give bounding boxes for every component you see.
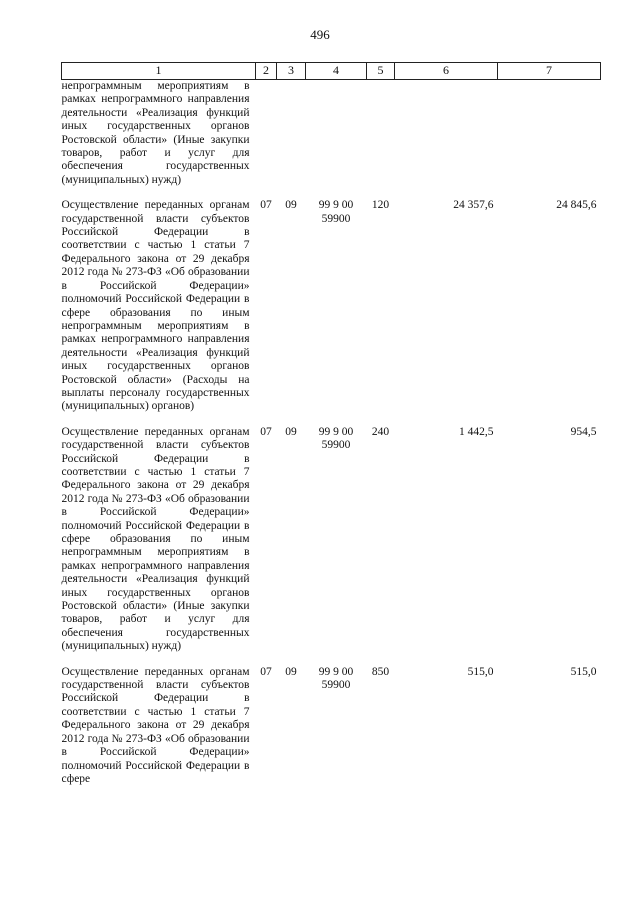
row-section: 07 [260,665,272,678]
row-amount-2 [498,80,601,200]
column-header-6: 6 [395,63,498,80]
table-row [62,666,601,799]
row-amount-1: 24 357,6 [453,199,494,212]
row-target-article: 99 9 00 59900 [318,199,354,225]
row-amount-2: 954,5 [570,425,597,438]
column-header-row [62,63,601,80]
row-amount-1: 515,0 [467,665,494,678]
row-subsection: 09 [285,199,297,212]
table-row [62,199,601,426]
row-section: 07 [260,199,272,212]
row-expense-type [367,80,395,200]
table-row [62,80,601,200]
row-section [256,80,277,200]
row-target-article: 99 9 00 59900 [318,425,354,452]
row-amount-2: 24 845,6 [556,199,597,212]
budget-table [61,62,601,798]
column-header-7: 7 [498,63,601,80]
row-amount-2: 515,0 [570,665,597,678]
row-description: Осуществление переданных органам государственной власти субъектов Российской Федерации в соответствии с частью 1 статьи 7 Федерального закона от 29 декабря 2012 года № 273-ФЗ «Об образовании в Российской Федерации» полномочий Российской Федерации в сфере образования по иным непрограммным мероприятиям в рамках непрограммного направления деятельности «Реализация функций иных государственных органов Ростовской области» (Иные закупки товаров, работ и услуг для обеспечения государственных (муниципальных) нужд) [61,425,250,653]
column-header-1: 1 [62,63,256,80]
row-subsection [277,80,306,200]
row-target-article [306,80,367,200]
row-amount-1 [395,80,498,200]
table-row [62,426,601,666]
row-amount-1: 1 442,5 [459,425,494,438]
row-target-article: 99 9 00 59900 [318,665,354,692]
row-description: Осуществление переданных органам государственной власти субъектов Российской Федерации в соответствии с частью 1 статьи 7 Федерального закона от 29 декабря 2012 года № 273-ФЗ «Об образовании в Российской Федерации» полномочий Российской Федерации в сфере [61,665,250,785]
row-subsection: 09 [285,665,297,678]
column-header-2: 2 [256,63,277,80]
row-description: непрограммным мероприятиям в рамках непрограммного направления деятельности «Реализация функций иных государственных органов Ростовской области» (Иные закупки товаров, работ и услуг для обеспечения государственных (муниципальных) нужд) [61,80,250,186]
row-expense-type: 120 [371,199,390,212]
column-header-4: 4 [306,63,367,80]
row-subsection: 09 [285,425,297,438]
column-header-3: 3 [277,63,306,80]
row-description: Осуществление переданных органам государственной власти субъектов Российской Федерации в соответствии с частью 1 статьи 7 Федерального закона от 29 декабря 2012 года № 273-ФЗ «Об образовании в Российской Федерации» полномочий Российской Федерации в сфере образования по иным непрограммным мероприятиям в рамках непрограммного направления деятельности «Реализация функций иных государственных органов Ростовской области» (Расходы на выплаты персоналу государственных (муниципальных) органов) [61,199,250,413]
row-expense-type: 850 [371,665,390,678]
row-section: 07 [260,425,272,438]
row-expense-type: 240 [371,425,390,438]
page-number: 496 [310,27,330,42]
column-header-5: 5 [367,63,395,80]
